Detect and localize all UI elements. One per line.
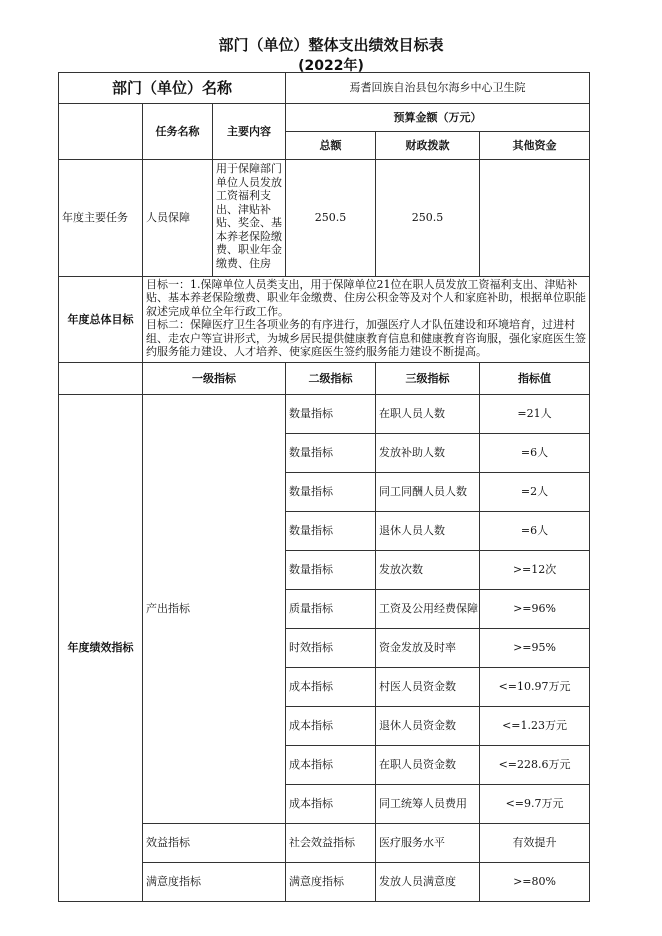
indicator-value: =2人 <box>480 473 590 512</box>
level2-indicator: 数量指标 <box>286 395 376 434</box>
overall-goal-text: 目标一：1.保障单位人员类支出，用于保障单位21位在职人员发放工资福利支出、津贴补贴、基本养老保险缴费、职业年金缴费、住房公积金等及对个人和家庭补助，根据单位职能叙述完成单位全年行政工作。 目标二：保障医疗卫生各项业务的有序进行，加强医疗人才队伍建设和环境培育，过进村组、走农户等宣讲形式，为城乡居民提供健康教育信息和健康教育咨询服，强化家庭医生签约服务能力建设、人才培养、使家庭医生签约服务能力建设不断提高。 <box>146 278 586 359</box>
level2-indicator: 成本指标 <box>286 785 376 824</box>
blank-cell <box>59 363 143 395</box>
level3-indicator: 同工同酬人员人数 <box>376 473 480 512</box>
level2-indicator: 社会效益指标 <box>286 824 376 863</box>
performance-table <box>58 72 590 902</box>
indicator-value: <=1.23万元 <box>480 707 590 746</box>
level3-indicator: 在职人员资金数 <box>376 746 480 785</box>
level3-indicator: 退休人员资金数 <box>376 707 480 746</box>
indicator-value: =6人 <box>480 434 590 473</box>
indicator-value: >=12次 <box>480 551 590 590</box>
level3-indicator: 同工统筹人员费用 <box>376 785 480 824</box>
annual-task-label: 年度主要任务 <box>59 160 143 277</box>
level2-indicator: 时效指标 <box>286 629 376 668</box>
level3-indicator: 在职人员人数 <box>376 395 480 434</box>
value-header: 指标值 <box>480 363 590 395</box>
indicator-value: <=9.7万元 <box>480 785 590 824</box>
level2-header: 二级指标 <box>286 363 376 395</box>
level1-indicator: 效益指标 <box>143 824 286 863</box>
level2-indicator: 成本指标 <box>286 707 376 746</box>
level3-indicator: 资金发放及时率 <box>376 629 480 668</box>
level3-indicator: 工资及公用经费保障 <box>376 590 480 629</box>
indicator-value: 有效提升 <box>480 824 590 863</box>
indicator-value: =6人 <box>480 512 590 551</box>
level3-indicator: 发放补助人数 <box>376 434 480 473</box>
other-header: 其他资金 <box>480 132 590 160</box>
task-name-header: 任务名称 <box>143 104 213 160</box>
annual-task-total: 250.5 <box>286 160 376 277</box>
overall-goal-row <box>59 277 590 363</box>
overall-goal-label: 年度总体目标 <box>59 277 143 363</box>
level2-indicator: 数量指标 <box>286 551 376 590</box>
indicator-value: >=95% <box>480 629 590 668</box>
level1-header: 一级指标 <box>143 363 286 395</box>
level2-indicator: 成本指标 <box>286 746 376 785</box>
indicator-row <box>59 395 590 434</box>
level3-indicator: 发放次数 <box>376 551 480 590</box>
page-year: (2022年) <box>298 58 364 74</box>
annual-task-content: 用于保障部门单位人员发放工资福利支出、津贴补贴、奖金、基本养老保险缴费、职业年金缴费、住房 <box>216 162 282 270</box>
level3-indicator: 退休人员人数 <box>376 512 480 551</box>
level3-indicator: 村医人员资金数 <box>376 668 480 707</box>
unit-value: 焉耆回族自治县包尔海乡中心卫生院 <box>286 73 590 104</box>
indicator-value: <=228.6万元 <box>480 746 590 785</box>
budget-header-row-1 <box>59 104 590 132</box>
blank-cell <box>59 104 143 160</box>
indicator-value: >=80% <box>480 863 590 902</box>
level2-indicator: 数量指标 <box>286 473 376 512</box>
indicator-value: =21人 <box>480 395 590 434</box>
level3-indicator: 医疗服务水平 <box>376 824 480 863</box>
unit-row <box>59 73 590 104</box>
indicator-value: <=10.97万元 <box>480 668 590 707</box>
indicator-value: >=96% <box>480 590 590 629</box>
fiscal-header: 财政拨款 <box>376 132 480 160</box>
annual-task-fiscal: 250.5 <box>376 160 480 277</box>
page-title: 部门（单位）整体支出绩效目标表 <box>218 36 444 54</box>
level1-indicator: 产出指标 <box>143 395 286 824</box>
level2-indicator: 数量指标 <box>286 512 376 551</box>
performance-label: 年度绩效指标 <box>59 395 143 902</box>
level2-indicator: 满意度指标 <box>286 863 376 902</box>
annual-task-name: 人员保障 <box>143 160 213 277</box>
total-header: 总额 <box>286 132 376 160</box>
level2-indicator: 质量指标 <box>286 590 376 629</box>
level2-indicator: 成本指标 <box>286 668 376 707</box>
budget-amount-header: 预算金额（万元） <box>286 104 590 132</box>
unit-label: 部门（单位）名称 <box>59 73 286 104</box>
main-content-header: 主要内容 <box>213 104 286 160</box>
level2-indicator: 数量指标 <box>286 434 376 473</box>
level3-header: 三级指标 <box>376 363 480 395</box>
annual-task-row <box>59 160 590 277</box>
annual-task-other <box>480 160 590 277</box>
indicator-header-row <box>59 363 590 395</box>
level1-indicator: 满意度指标 <box>143 863 286 902</box>
level3-indicator: 发放人员满意度 <box>376 863 480 902</box>
